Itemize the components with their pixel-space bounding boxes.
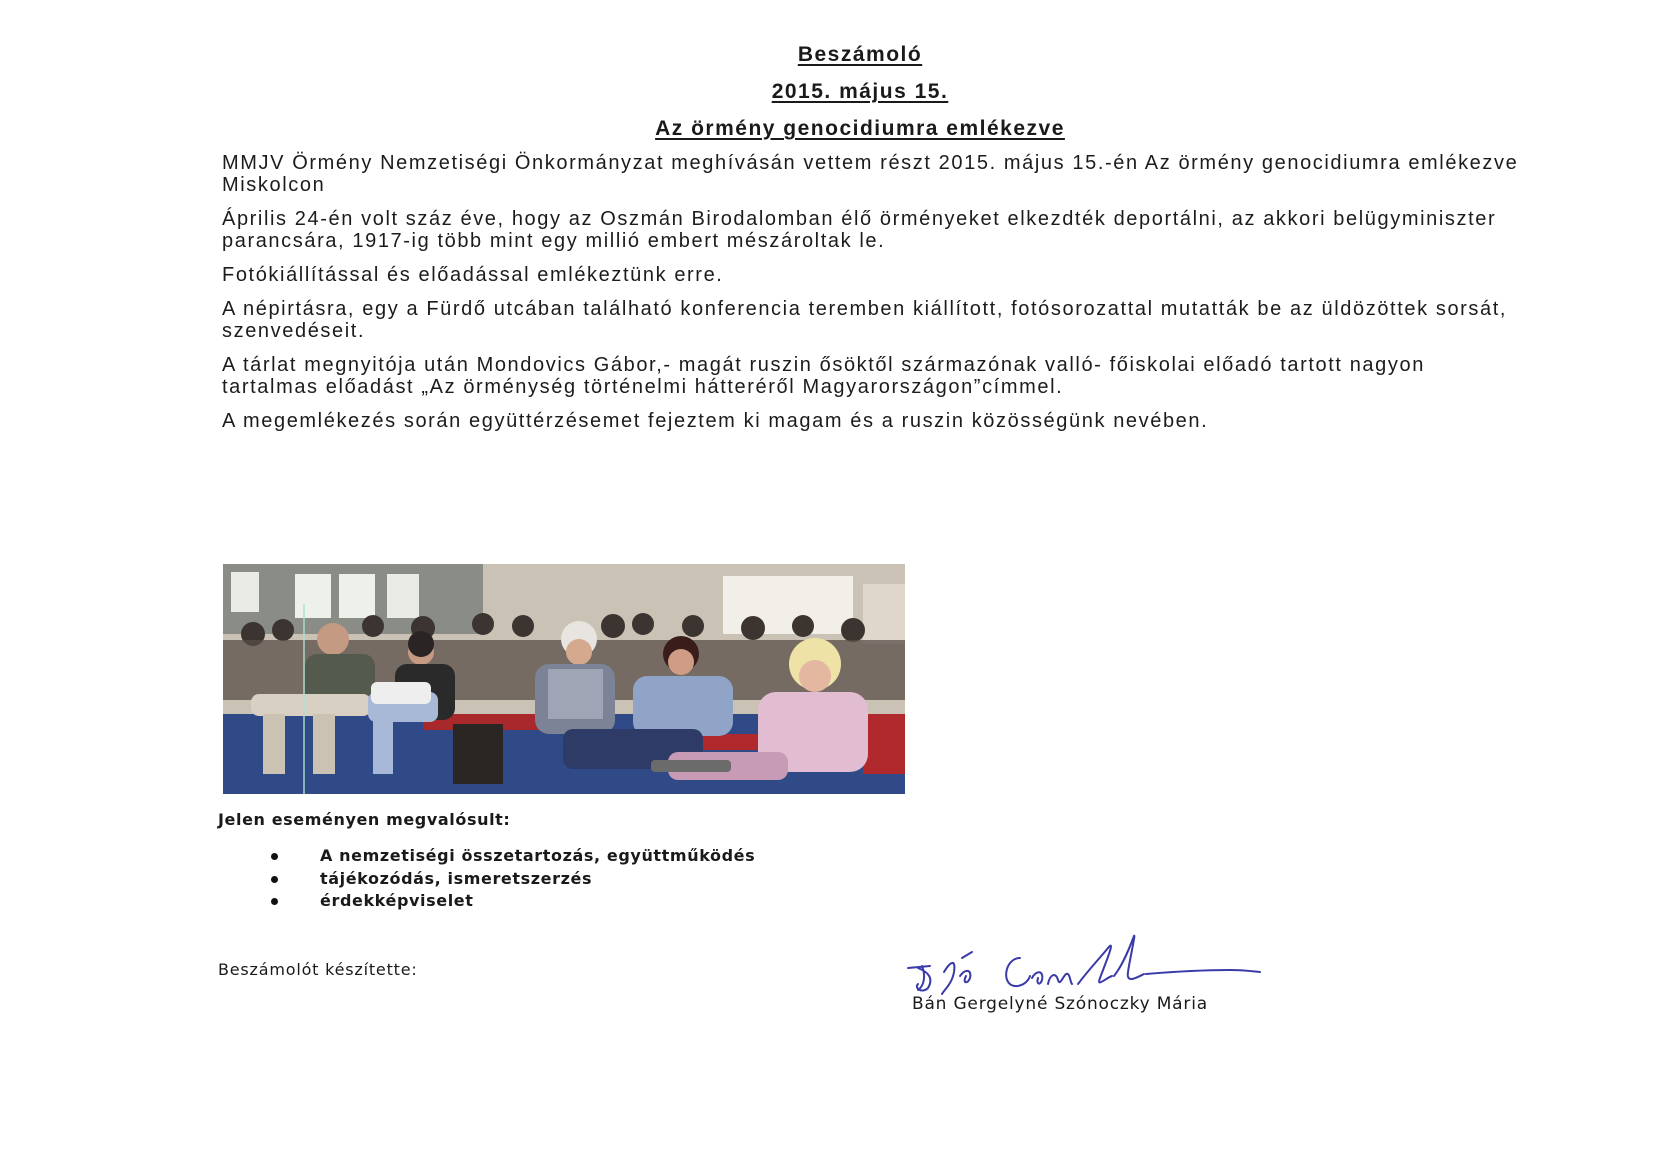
event-photo xyxy=(223,564,905,794)
list-item xyxy=(268,868,755,891)
paragraph-invitation: MMJV Örmény Nemzetiségi Önkormányzat meghívásán vettem részt 2015. május 15.-én Az örmény genocidiumra emlékezve Miskolcon xyxy=(222,152,1519,196)
signer-name: Bán Gergelyné Szónoczky Mária xyxy=(912,994,1208,1014)
list-item xyxy=(268,890,755,913)
list-item-text: tájékozódás, ismeretszerzés xyxy=(320,868,593,888)
report-date: 2015. május 15. xyxy=(771,80,949,103)
list-item-text: A nemzetiségi összetartozás, együttműködés xyxy=(320,846,756,865)
paragraph-lecture: A tárlat megnyitója után Mondovics Gábor,- magát ruszin ősöktől származónak valló- főiskolai előadó tartott nagyon tartalmas előadást „Az örménység történelmi hátteréről Magyarországon”címmel. xyxy=(222,354,1425,398)
paragraph-solidarity: A megemlékezés során együttérzésemet fejeztem ki magam és a ruszin közösségünk nevében. xyxy=(222,410,1209,432)
paragraph-history: Április 24-én volt száz éve, hogy az Oszmán Birodalomban élő örményeket elkezdték deportálni, az akkori belügyminiszter parancsára, 1917-ig több mint egy millió embert mészároltak le. xyxy=(222,208,1497,252)
list-item-text: érdekképviselet xyxy=(320,891,474,910)
prepared-by-label: Beszámolót készítette: xyxy=(218,960,418,979)
list-item xyxy=(268,845,755,868)
report-subtitle: Az örmény genocidiumra emlékezve xyxy=(655,117,1065,140)
bullet-icon xyxy=(271,898,278,905)
handwritten-signature xyxy=(900,928,1300,998)
achieved-list xyxy=(268,845,755,913)
bullet-icon xyxy=(271,876,278,883)
bullet-icon xyxy=(271,853,278,860)
report-title: Beszámoló xyxy=(797,43,923,66)
paragraph-photo-series: A népirtásra, egy a Fürdő utcában található konferencia teremben kiállított, fotósorozattal mutatták be az üldözöttek sorsát, szenvedéseit. xyxy=(222,298,1508,342)
report-body xyxy=(222,152,1522,444)
paragraph-exhibition: Fotókiállítással és előadással emlékeztünk erre. xyxy=(222,264,724,286)
achieved-label: Jelen eseményen megvalósult: xyxy=(218,810,511,829)
